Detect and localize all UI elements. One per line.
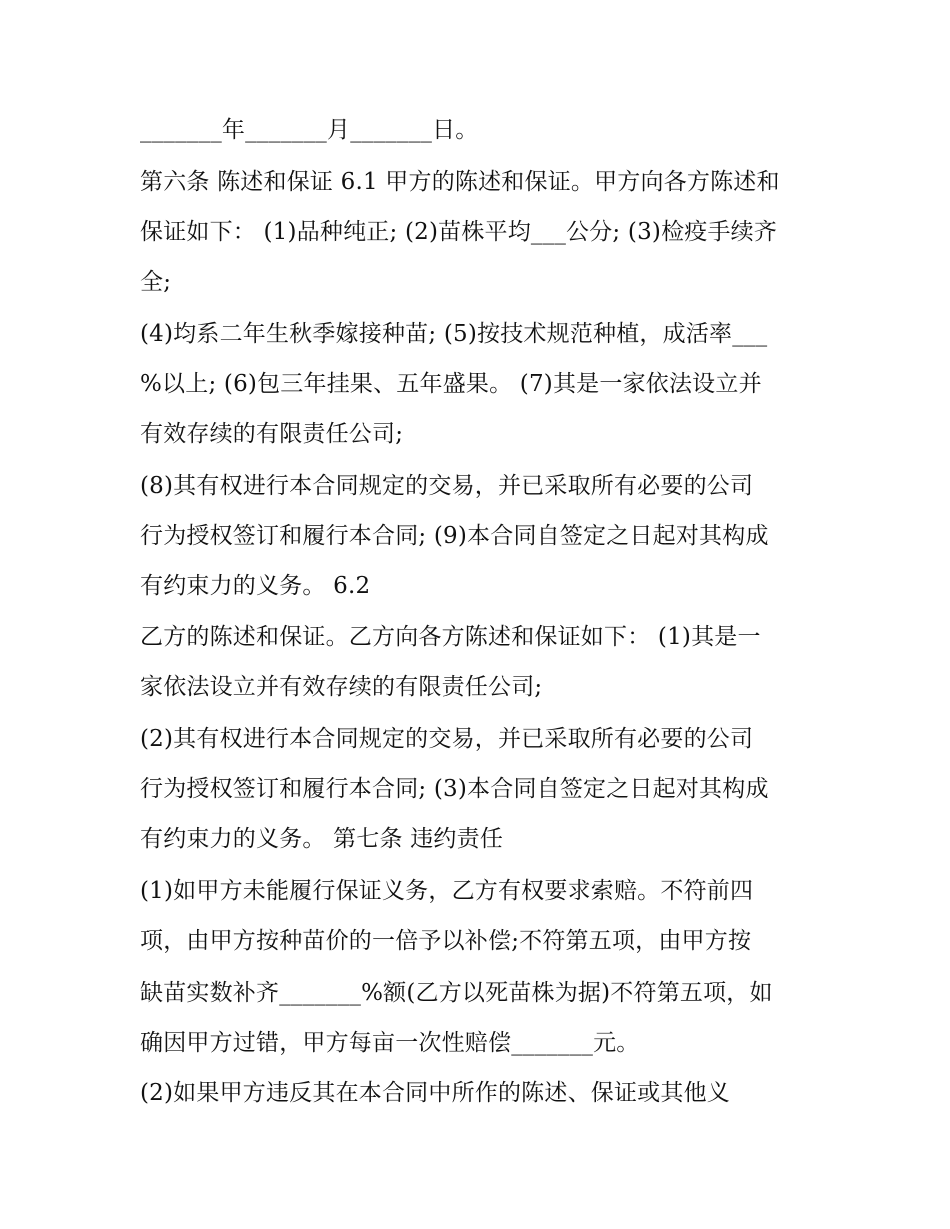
text-line: 乙方的陈述和保证。乙方向各方陈述和保证如下： (1)其是一 bbox=[140, 624, 761, 650]
text-line: 第六条 陈述和保证 6.1 甲方的陈述和保证。甲方向各方陈述和 bbox=[140, 169, 780, 195]
text-line: 行为授权签订和履行本合同; (9)本合同自签定之日起对其构成 bbox=[140, 523, 769, 549]
text-line: 项，由甲方按种苗价的一倍予以补偿;不符第五项，由甲方按 bbox=[140, 928, 752, 954]
text-line: 有约束力的义务。 第七条 违约责任 bbox=[140, 826, 504, 852]
text-line: 全; bbox=[140, 269, 172, 295]
text-line: (2)其有权进行本合同规定的交易，并已采取所有必要的公司 bbox=[140, 726, 754, 752]
text-line: 保证如下： (1)品种纯正; (2)苗株平均___公分; (3)检疫手续齐 bbox=[140, 219, 778, 245]
text-line: (2)如果甲方违反其在本合同中所作的陈述、保证或其他义 bbox=[140, 1080, 730, 1106]
text-line: 家依法设立并有效存续的有限责任公司; bbox=[140, 674, 543, 700]
text-line: (1)如甲方未能履行保证义务，乙方有权要求索赔。不符前四 bbox=[140, 878, 754, 904]
text-line: %以上; (6)包三年挂果、五年盛果。 (7)其是一家依法设立并 bbox=[140, 371, 762, 397]
text-line: 有约束力的义务。 6.2 bbox=[140, 573, 371, 599]
text-line: 缺苗实数补齐_______%额(乙方以死苗株为据)不符第五项，如 bbox=[140, 980, 773, 1006]
text-line: (4)均系二年生秋季嫁接种苗; (5)按技术规范种植，成活率___ bbox=[140, 321, 768, 347]
text-line: _______年_______月_______日。 bbox=[140, 117, 479, 143]
text-line: (8)其有权进行本合同规定的交易，并已采取所有必要的公司 bbox=[140, 473, 754, 499]
text-line: 行为授权签订和履行本合同; (3)本合同自签定之日起对其构成 bbox=[140, 776, 769, 802]
text-line: 确因甲方过错，甲方每亩一次性赔偿_______元。 bbox=[140, 1030, 640, 1056]
text-line: 有效存续的有限责任公司; bbox=[140, 421, 404, 447]
